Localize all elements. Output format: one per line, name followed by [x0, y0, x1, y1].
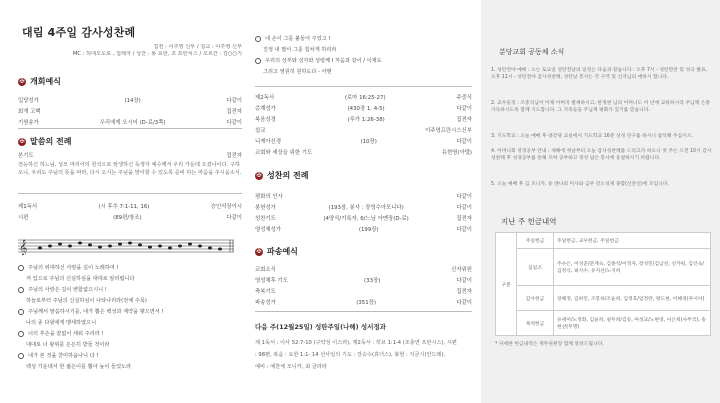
order-detail: (89편/창조) [113, 215, 142, 221]
order-item: 영성체성가 [255, 227, 282, 233]
order-item: 제1독서 [18, 204, 38, 210]
order-leader: 주중식 [456, 95, 472, 101]
order-row [255, 137, 472, 145]
order-row [18, 151, 242, 159]
credits-line-1: 집전 : 이주영 신부 / 설교 : 이주영 신부 [153, 44, 242, 50]
credits-line-2: MC : 허대오도로 , 집례자 / 성찬 : 봉 효한, 조 프란치스 / 오르간 : 김○○기 [72, 51, 242, 57]
order-item: 영성체후 기도 [255, 278, 288, 284]
table-cell-category: 감사헌금 [517, 286, 554, 311]
table-row [496, 311, 711, 336]
order-detail: (430장 1, 4-5) [347, 106, 385, 112]
section-heading-dismissal [255, 246, 298, 257]
divider [255, 311, 472, 312]
order-detail: (10장) [360, 139, 377, 145]
psalm-text: 저 입으로 주님의 신실하심을 대대로 알리렵니다 [26, 276, 135, 282]
psalm-text: 주님께서 말씀하시기를, 내가 뽑은 백성과 계약을 맺으면서 ! [28, 309, 164, 315]
order-detail [34, 151, 227, 159]
order-item: 성찬기도 [255, 216, 276, 222]
order-detail: (351장) [356, 300, 376, 306]
order-row [255, 214, 472, 222]
svg-text:𝄞: 𝄞 [19, 240, 28, 255]
next-week-line: : 98편, 복음 : 요한 1:1- 14 선사임의 기도 : 강승수(휴녀스), 봉헌 : 지금시(안드레), [255, 352, 446, 358]
cross-icon: ✠ [19, 137, 25, 145]
announcement-item: 1. 성탄전야 예배 : 오는 토요일 성탄전날의 일정은 다음과 같습니다 : 오후 7시 - 성탄만찬 및 성극 발표, 오후 11시 - 성탄전야 감사성찬례, 성탄날 봉사는 각 구역 및 신자님의 에바시 합니다. [491, 68, 708, 80]
order-row [18, 213, 242, 221]
announcements-panel [481, 0, 720, 403]
order-detail: (193장, 봉사 : 장영수아모니다) [328, 205, 404, 211]
order-row [255, 126, 472, 134]
order-item: 교회소식 [255, 267, 276, 273]
table-cell-names: 주일헌금, 교우헌금, 주일헌금 [554, 233, 711, 249]
psalm-line [18, 264, 119, 271]
order-detail: 우리에게 오시어 (D-료/3쪽) [99, 120, 166, 126]
order-row [255, 115, 472, 123]
table-cell-names: 유세이/노정화, 김윤희, 설두희/김동, 여성교/노현영, 이은희(사무국), 송현선(무명) [554, 311, 711, 336]
order-detail: (시 후추 7:1-11, 16) [98, 204, 150, 210]
order-item: 평화의 인사 [255, 194, 283, 200]
order-item: 회개 고백 [18, 109, 41, 115]
order-leader: 승인석장이시 [210, 204, 242, 210]
psalm-line [263, 68, 332, 75]
order-leader: 다같이 [456, 300, 472, 306]
table-row [496, 249, 711, 286]
table-side-header: 구분 [496, 233, 517, 336]
order-leader: 집전자 [226, 153, 242, 159]
order-leader: 다같이 [226, 98, 242, 104]
announcement-item: 4. 어머니회 성경공부 안내 : 새해에 첫날부터 오늘 감사성찬례를 드리고자 하오니 첫 주는 오전 10시 감사성찬례 후 성경공부를 통해 모여 공부하고 정성 담은 봉사에 동참하시기 바랍니다. [491, 149, 712, 161]
psalm-text: 하늘로부터 주님의 신실하심이 나타나리라(전체 주목) [26, 298, 147, 304]
psalm-line [263, 46, 336, 53]
psalm-text: 주님의 사랑은 길이 변함없으시니 ! [28, 287, 107, 293]
order-item: 교회와 세상을 위한 기도 [255, 150, 313, 156]
offering-table [495, 232, 711, 336]
psalm-text: 우리의 성부와 성자와 성령께 I 처음과 같이 / 이제도 [265, 58, 382, 64]
order-item: 제2독서 [255, 95, 275, 101]
next-week-title: 다음 주(12월25일) 성탄주일(나해) 성서정과 [255, 323, 386, 331]
psalm-text: 내 손이 그를 붙들어 주었고 ! [265, 36, 331, 42]
order-item: 복음성경 [255, 117, 276, 123]
order-leader: 다같이 [456, 205, 472, 211]
section-title: 개회예식 [30, 77, 61, 86]
order-row [255, 276, 472, 284]
circle-bullet-icon [18, 309, 24, 315]
order-leader: 다같이 [456, 227, 472, 233]
section-heading-opening [18, 76, 61, 87]
order-detail: (199장) [358, 227, 379, 233]
order-row [255, 265, 472, 273]
liturgy-column-1 [18, 0, 242, 403]
order-detail: (4양식/기록자, 6/느님 아멘장(D-료) [323, 216, 409, 222]
psalm-line [18, 352, 98, 359]
announcement-item: 2. 교우동정 : 조중식님이 어제 아버지 별세하시고, 한정현 님의 어머니도 이 년에 교류하시라 주님께 은총 가득하시도록 함께 기도합니다. 그 가족들을 주님께 평화가 있기를 믿습니다. [491, 101, 711, 113]
cross-icon: ✠ [256, 247, 262, 255]
order-item: 층계성가 [255, 106, 276, 112]
order-item: 파송성가 [255, 300, 276, 306]
section-title: 파송예식 [267, 247, 298, 256]
order-row [18, 96, 242, 104]
order-row [255, 287, 472, 295]
order-row [18, 118, 242, 126]
section-heading-word [18, 136, 71, 147]
psalm-line [18, 308, 164, 315]
order-row [255, 203, 472, 211]
order-leader: 이주영프란시스신부 [425, 128, 472, 134]
circle-bullet-icon [18, 265, 24, 271]
order-item: 설교 [255, 128, 266, 134]
order-detail: (루가 1:26-38) [347, 117, 385, 123]
section-title: 성찬의 전례 [267, 171, 309, 180]
table-row [496, 286, 711, 311]
order-detail [276, 265, 451, 273]
order-detail [41, 107, 227, 115]
circle-bullet-icon [18, 353, 24, 359]
order-item: 시편 [18, 215, 29, 221]
order-detail: (33장) [364, 278, 381, 284]
psalm-text: 너의 후손을 끝없이 세워 주리라 ! [28, 331, 104, 337]
order-leader: 집전자 [226, 109, 242, 115]
divider [18, 193, 242, 194]
order-leader: 다같이 [226, 120, 242, 126]
offering-title: 지난 주 헌금내역 [501, 217, 557, 226]
psalm-line [18, 286, 107, 293]
order-item: 본기도 [18, 153, 34, 159]
order-row [255, 104, 472, 112]
order-item: 축복기도 [255, 289, 276, 295]
table-cell-names: 장혜정, 김하민, 조봉하/조윤희, 김정호/엄정란, 왕도현, 이혜경(루시아) [554, 286, 711, 311]
order-row [255, 93, 472, 101]
announcement-item: 3. 기도학교 : 오늘 예배 후 대강당 교실에서 기도학교 16분 성경 연구를 하시니 참석해 주십시오. [491, 134, 693, 139]
order-leader: 다같이 [456, 139, 472, 145]
circle-bullet-icon [18, 331, 24, 337]
psalm-line [255, 57, 382, 64]
divider [255, 86, 472, 87]
cross-icon: ✠ [256, 171, 262, 179]
order-row [18, 202, 242, 210]
order-detail [283, 192, 457, 200]
table-cell-category: 목적헌금 [517, 311, 554, 336]
cross-icon: ✠ [19, 77, 25, 85]
circle-bullet-icon [18, 287, 24, 293]
psalm-line [26, 297, 147, 304]
psalm-line [26, 341, 109, 348]
order-detail: (14장) [124, 98, 141, 104]
order-detail [312, 148, 442, 156]
order-leader: 집전자 [456, 117, 472, 123]
psalm-text: 대대로 너 왕위를 든든히 받들 것이라 [26, 342, 110, 348]
order-item: 봉헌성가 [255, 205, 276, 211]
order-item: 기원송가 [18, 120, 39, 126]
circle-bullet-icon [255, 58, 261, 64]
table-cell-category: 주일헌금 [517, 233, 554, 249]
announcement-item: 5. 오늘 예배 후 김 모니카, 송 엔나의 미사와 금주 강소성제 종합(신문선)에 모입니다. [491, 182, 669, 187]
order-row [255, 192, 472, 200]
psalm-text: 진정 내 팔이 그를 힘차게 하리라 [263, 47, 337, 53]
order-detail [265, 126, 425, 134]
order-row [255, 298, 472, 306]
psalm-line [18, 330, 103, 337]
order-item: 입당성가 [18, 98, 39, 104]
next-week-line: 예비 : 예찬체 모니카, 최 클라라 [255, 364, 327, 370]
order-detail: (로마 16:25-27) [344, 95, 386, 101]
order-leader: 다같이 [456, 278, 472, 284]
order-leader: 다같이 [226, 215, 242, 221]
order-item: 니케아신경 [255, 139, 282, 145]
section-heading-sacrament [255, 170, 308, 181]
collect-prayer-text: 전능하신 하느님, 성모 마리아의 원석으로 탄생하신 독생자 예수께서 우리 가운데 오셨나이다. 구하오니, 우리도 주님의 뜻을 따라, 다시 오시는 주님을 맞이할 수 있도록 준비 하는 마음을 주시옵소서. [18, 162, 242, 176]
table-cell-category: 십일조 [517, 249, 554, 286]
order-leader: 다같이 [456, 106, 472, 112]
psalm-text: 나의 종 다윗에게 맹세하였으니 [26, 320, 97, 326]
announcements-title: 분당교회 공동체 소식 [499, 48, 565, 56]
psalm-text: 그리고 영원히 원하도다 - 아멘 [263, 69, 332, 75]
next-week-line: 제 1독서 : 이사 52:7-10 (구약성 이스라), 제2독서 : 히브 1:1-4 (조충연 프란시스), 시편 [255, 340, 457, 346]
divider [18, 128, 242, 129]
liturgy-column-2 [255, 0, 472, 403]
psalm-text: 백성 가운데서 한 젊은이를 뽑아 높이 들었노라 [26, 364, 132, 370]
order-leader: 집전자 [456, 289, 472, 295]
order-leader: 신자위원 [451, 267, 472, 273]
table-row [496, 233, 711, 249]
psalm-text: 주님의 위대하신 사랑을 길이 노래하여 ! [28, 265, 119, 271]
order-detail [276, 287, 457, 295]
order-row [255, 225, 472, 233]
music-staff-image [18, 237, 234, 255]
psalm-line [26, 319, 96, 326]
psalm-line [26, 275, 134, 282]
psalm-line [26, 363, 131, 370]
order-row [18, 107, 242, 115]
offering-note: * 자세한 헌금내역은 재무위원장 함께 알려드립니다. [495, 342, 604, 347]
order-row [255, 148, 472, 156]
order-leader: 집전자 [456, 216, 472, 222]
circle-bullet-icon [255, 36, 261, 42]
page-title: 대림 4주일 감사성찬례 [22, 26, 136, 39]
order-leader: 유현영(아델) [441, 150, 472, 156]
psalm-line [255, 35, 330, 42]
order-leader: 다같이 [456, 194, 472, 200]
section-title: 말씀의 전례 [30, 137, 72, 146]
table-cell-names: 주수은, 어성준/문계숙, 김종석/이정자, 장성민/김남선, 신카워, 김인숙/김정식, 최지수, 유지선/노지희 [554, 249, 711, 286]
psalm-text: 내가 본 것을 찬미하옵나니 다 ! [28, 353, 99, 359]
